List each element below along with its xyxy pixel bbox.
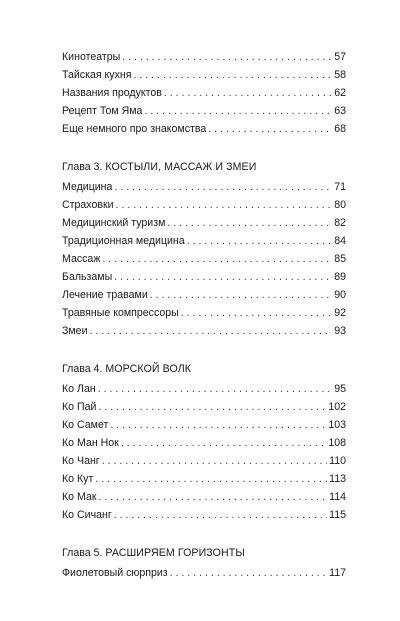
toc-entry-title: Тайская кухня bbox=[62, 69, 132, 81]
toc-entry-page: 62 bbox=[334, 87, 346, 99]
chapter-number: Глава 4. bbox=[62, 363, 103, 375]
chapter-number: Глава 5. bbox=[62, 547, 103, 559]
toc-entry-page: 93 bbox=[334, 325, 346, 337]
dot-leader bbox=[95, 470, 327, 488]
toc-entry[interactable] bbox=[62, 322, 346, 340]
dot-leader bbox=[208, 120, 332, 138]
dot-leader bbox=[90, 322, 333, 340]
toc-entry-page: 103 bbox=[328, 419, 346, 431]
toc-entry-page: 68 bbox=[334, 123, 346, 135]
toc-entry-page: 89 bbox=[334, 271, 346, 283]
dot-leader bbox=[114, 506, 327, 524]
toc-entry-page: 92 bbox=[334, 307, 346, 319]
toc-entry-title: Ко Мак bbox=[62, 491, 97, 503]
chapter-title: РАСШИРЯЕМ ГОРИЗОНТЫ bbox=[105, 547, 245, 559]
toc-entry-title: Травяные компрессоры bbox=[62, 307, 179, 319]
toc-entry[interactable] bbox=[62, 416, 346, 434]
toc-entry-title: Ко Пай bbox=[62, 401, 97, 413]
toc-entry-page: 117 bbox=[329, 567, 346, 579]
toc-entry[interactable] bbox=[62, 380, 346, 398]
toc-entry-title: Ко Ман Нок bbox=[62, 437, 119, 449]
toc-entry-title: Фиолетовый сюрприз bbox=[62, 567, 168, 579]
dot-leader bbox=[102, 452, 327, 470]
dot-leader bbox=[114, 178, 332, 196]
toc-entry-title: Медицинский туризм bbox=[62, 217, 166, 229]
toc-entry[interactable] bbox=[62, 564, 346, 582]
toc-entry-page: 82 bbox=[334, 217, 346, 229]
chapter-heading[interactable] bbox=[62, 362, 346, 376]
toc-entry-page: 57 bbox=[334, 51, 346, 63]
dot-leader bbox=[114, 268, 332, 286]
dot-leader bbox=[133, 66, 332, 84]
dot-leader bbox=[181, 304, 332, 322]
toc-section-chapter-3 bbox=[62, 160, 346, 340]
toc-entry-title: Рецепт Том Яма bbox=[62, 105, 143, 117]
toc-entry-page: 58 bbox=[334, 69, 346, 81]
toc-entry-title: Ко Самет bbox=[62, 419, 109, 431]
toc-entry[interactable] bbox=[62, 506, 346, 524]
toc-entry-title: Ко Чанг bbox=[62, 455, 100, 467]
dot-leader bbox=[167, 214, 332, 232]
toc-entry[interactable] bbox=[62, 452, 346, 470]
dot-leader bbox=[164, 84, 332, 102]
toc-entry[interactable] bbox=[62, 178, 346, 196]
toc-entry-page: 90 bbox=[334, 289, 346, 301]
chapter-heading[interactable] bbox=[62, 160, 346, 174]
toc-entry-title: Ко Кут bbox=[62, 473, 94, 485]
chapter-heading[interactable] bbox=[62, 546, 346, 560]
dot-leader bbox=[121, 434, 327, 452]
toc-entry[interactable] bbox=[62, 470, 346, 488]
toc-entry-page: 84 bbox=[334, 235, 346, 247]
toc-entry-page: 71 bbox=[334, 181, 346, 193]
toc-section-chapter-5 bbox=[62, 546, 346, 582]
toc-entry-page: 108 bbox=[328, 437, 346, 449]
dot-leader bbox=[98, 398, 326, 416]
table-of-contents bbox=[62, 48, 346, 582]
toc-entry-title: Лечение травами bbox=[62, 289, 148, 301]
dot-leader bbox=[144, 102, 332, 120]
toc-entry[interactable] bbox=[62, 488, 346, 506]
toc-entry-title: Еще немного про знакомства bbox=[62, 123, 207, 135]
toc-entry[interactable] bbox=[62, 48, 346, 66]
dot-leader bbox=[116, 196, 333, 214]
toc-entry-page: 113 bbox=[329, 473, 346, 485]
toc-entry-page: 95 bbox=[334, 383, 346, 395]
toc-entry-title: Традиционная медицина bbox=[62, 235, 185, 247]
chapter-title: МОРСКОЙ ВОЛК bbox=[105, 363, 192, 375]
chapter-number: Глава 3. bbox=[62, 161, 103, 173]
toc-entry-title: Медицина bbox=[62, 181, 113, 193]
toc-entry-title: Массаж bbox=[62, 253, 101, 265]
toc-entry-page: 80 bbox=[334, 199, 346, 211]
toc-entry-page: 85 bbox=[334, 253, 346, 265]
toc-section-chapter-4 bbox=[62, 362, 346, 524]
dot-leader bbox=[102, 250, 332, 268]
toc-entry[interactable] bbox=[62, 268, 346, 286]
toc-entry[interactable] bbox=[62, 102, 346, 120]
toc-entry-title: Ко Лан bbox=[62, 383, 96, 395]
dot-leader bbox=[187, 232, 333, 250]
toc-entry[interactable] bbox=[62, 286, 346, 304]
toc-entry[interactable] bbox=[62, 214, 346, 232]
toc-entry[interactable] bbox=[62, 434, 346, 452]
toc-entry[interactable] bbox=[62, 398, 346, 416]
dot-leader bbox=[110, 416, 326, 434]
toc-entry[interactable] bbox=[62, 196, 346, 214]
toc-entry-page: 115 bbox=[329, 509, 346, 521]
toc-entry[interactable] bbox=[62, 304, 346, 322]
toc-entry[interactable] bbox=[62, 250, 346, 268]
toc-entry-page: 102 bbox=[328, 401, 346, 413]
dot-leader bbox=[122, 48, 332, 66]
toc-entry-title: Змеи bbox=[62, 325, 88, 337]
toc-section-continuation bbox=[62, 48, 346, 138]
toc-entry-page: 110 bbox=[329, 455, 346, 467]
toc-entry[interactable] bbox=[62, 84, 346, 102]
toc-entry-page: 114 bbox=[329, 491, 346, 503]
dot-leader bbox=[170, 564, 327, 582]
dot-leader bbox=[98, 488, 327, 506]
toc-entry-title: Ко Сичанг bbox=[62, 509, 112, 521]
toc-entry-title: Кинотеатры bbox=[62, 51, 121, 63]
toc-entry-title: Бальзамы bbox=[62, 271, 113, 283]
toc-entry-page: 63 bbox=[334, 105, 346, 117]
toc-entry-title: Названия продуктов bbox=[62, 87, 162, 99]
dot-leader bbox=[150, 286, 332, 304]
chapter-title: КОСТЫЛИ, МАССАЖ И ЗМЕИ bbox=[105, 161, 257, 173]
toc-entry[interactable] bbox=[62, 232, 346, 250]
toc-entry[interactable] bbox=[62, 66, 346, 84]
toc-entry[interactable] bbox=[62, 120, 346, 138]
dot-leader bbox=[98, 380, 333, 398]
toc-entry-title: Страховки bbox=[62, 199, 114, 211]
